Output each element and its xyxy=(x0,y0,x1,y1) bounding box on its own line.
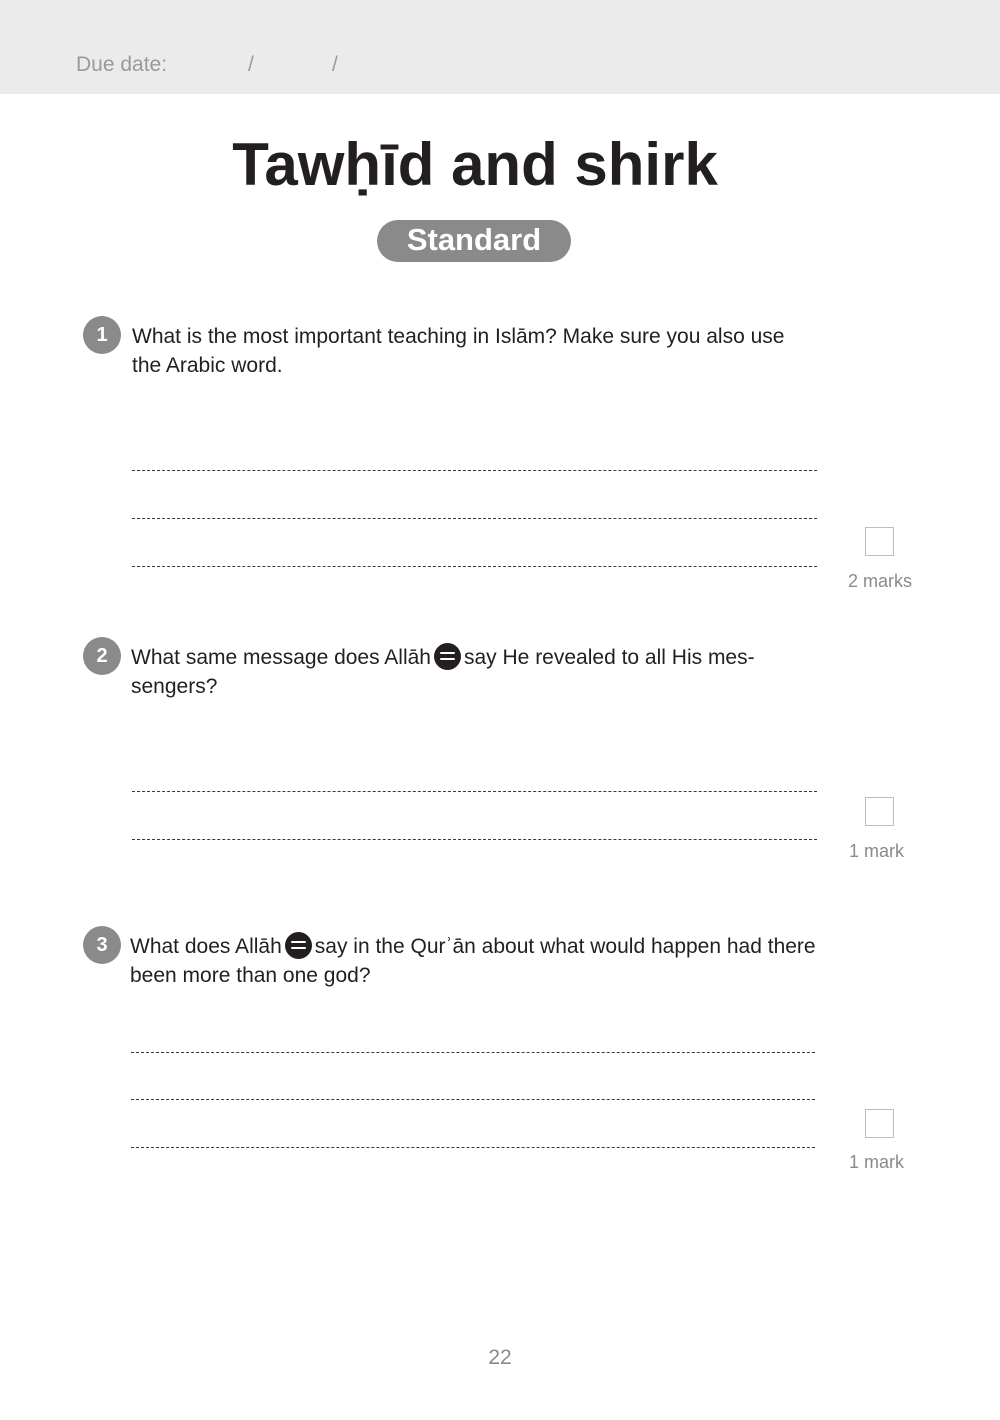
due-date-label: Due date: xyxy=(76,53,168,76)
level-badge: Standard xyxy=(377,220,571,262)
answer-line[interactable] xyxy=(132,839,817,840)
page-number: 22 xyxy=(488,1346,512,1369)
answer-line[interactable] xyxy=(131,1099,815,1100)
answer-line[interactable] xyxy=(132,518,817,519)
marks-label: 1 mark xyxy=(849,1152,905,1172)
marks-box[interactable] xyxy=(865,1109,894,1138)
answer-line[interactable] xyxy=(132,470,817,471)
header-bar xyxy=(0,0,1000,94)
question-text-part: What same message does Allāh xyxy=(131,646,431,669)
question-number-badge: 2 xyxy=(83,637,121,675)
marks-box[interactable] xyxy=(865,527,894,556)
question-text xyxy=(131,643,811,701)
marks-label: 1 mark xyxy=(849,841,905,861)
question-text-part: say He revealed to all His messengers? xyxy=(131,646,755,698)
page-title: Tawḥīd and shirk xyxy=(232,131,718,198)
question-text-part: say in the Qurʾān about what would happen had there been more than one god? xyxy=(130,935,816,987)
marks-box[interactable] xyxy=(865,797,894,826)
arabic-honorific-seal-icon xyxy=(285,932,312,959)
answer-line[interactable] xyxy=(131,1147,815,1148)
question-text: What is the most important teaching in Islām? Make sure you also use the Arabic word. xyxy=(132,325,785,377)
due-date-separator: / xyxy=(248,53,254,76)
question-text xyxy=(130,932,820,990)
arabic-honorific-seal-icon xyxy=(434,643,461,670)
question-number-badge: 1 xyxy=(83,316,121,354)
answer-line[interactable] xyxy=(132,566,817,567)
question-text-part: What does Allāh xyxy=(130,935,282,958)
due-date-separator: / xyxy=(332,53,338,76)
answer-line[interactable] xyxy=(132,791,817,792)
answer-line[interactable] xyxy=(131,1052,815,1053)
question-number-badge: 3 xyxy=(83,926,121,964)
marks-label: 2 marks xyxy=(848,571,913,591)
